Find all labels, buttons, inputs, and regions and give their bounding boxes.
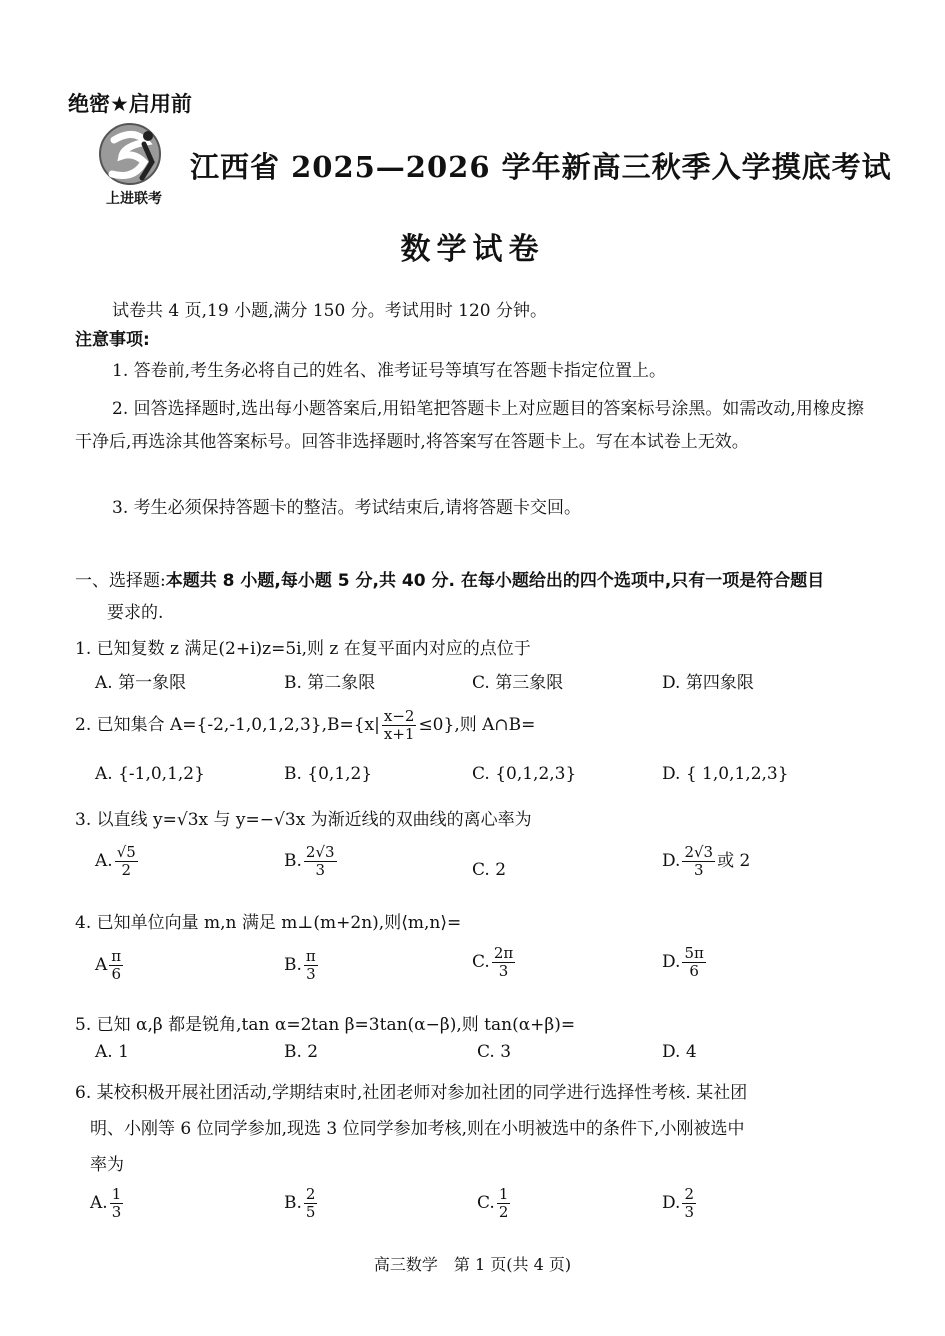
question-3-stem: 3. 以直线 y=√3x 与 y=−√3x 为渐近线的双曲线的离心率为	[75, 810, 532, 830]
question-6-option-b	[284, 1186, 319, 1221]
option-label: D.	[662, 851, 681, 871]
option-label: A	[95, 955, 108, 975]
fraction-num: 2π	[493, 944, 514, 962]
fraction-num: 1	[498, 1185, 509, 1203]
fraction-num: √5	[116, 843, 136, 861]
question-3-option-c: C. 2	[472, 860, 507, 880]
exam-intro: 试卷共 4 页,19 小题,满分 150 分。考试用时 120 分钟。	[112, 301, 547, 321]
option-fraction	[115, 844, 138, 879]
fraction-num: 2√3	[684, 843, 714, 861]
fraction-num: 5π	[684, 944, 704, 962]
notice-title: 注意事项:	[75, 330, 150, 350]
question-2-stem	[75, 708, 535, 743]
option-fraction	[492, 945, 515, 980]
question-2-fraction-num: x−2	[383, 707, 415, 725]
question-2-stem-start: 2. 已知集合 A={-2,-1,0,1,2,3},B={x|	[75, 715, 380, 735]
option-fraction	[304, 844, 337, 879]
option-tail: 或 2	[717, 851, 751, 871]
question-5-option-a: A. 1	[95, 1042, 129, 1062]
fraction-den: 3	[111, 1203, 122, 1221]
question-5-option-c: C. 3	[477, 1042, 512, 1062]
notice-item-3: 3. 考生必须保持答题卡的整洁。考试结束后,请将答题卡交回。	[112, 498, 582, 518]
option-label: B.	[284, 1193, 302, 1213]
question-2-option-c: C. {0,1,2,3}	[472, 764, 577, 784]
fraction-den: 3	[693, 861, 704, 879]
logo-text: 上进联考	[106, 191, 162, 207]
notice-item-1: 1. 答卷前,考生务必将自己的姓名、准考证号等填写在答题卡指定位置上。	[112, 361, 667, 381]
question-2-option-d: D. { 1,0,1,2,3}	[662, 764, 789, 784]
question-1-option-a: A. 第一象限	[95, 673, 187, 693]
fraction-den: 5	[305, 1203, 316, 1221]
confidential-label: 绝密★启用前	[68, 92, 192, 116]
fraction-num: 2√3	[305, 843, 335, 861]
question-6-option-d	[662, 1186, 698, 1221]
question-3-option-a	[95, 844, 140, 879]
option-fraction	[497, 1186, 511, 1221]
section-text-continued: 要求的.	[107, 603, 164, 623]
fraction-num: 1	[111, 1185, 122, 1203]
option-fraction	[304, 948, 318, 983]
option-fraction	[304, 1186, 318, 1221]
question-4-option-d	[662, 945, 708, 980]
question-6-line-2: 明、小刚等 6 位同学参加,现选 3 位同学参加考核,则在小明被选中的条件下,小刚被选中	[90, 1119, 745, 1139]
question-1-option-c: C. 第三象限	[472, 673, 564, 693]
fraction-den: 6	[111, 965, 121, 983]
logo-icon	[94, 122, 174, 192]
question-6-option-c	[477, 1186, 512, 1221]
page-footer: 高三数学 第 1 页(共 4 页)	[373, 1255, 572, 1274]
option-label: C.	[472, 952, 490, 972]
section-label: 一、选择题:	[75, 571, 166, 591]
fraction-num: 2	[684, 1185, 694, 1203]
option-label: C.	[477, 1193, 495, 1213]
exam-logo	[94, 122, 174, 212]
question-3-option-b	[284, 844, 339, 879]
fraction-den: 2	[121, 861, 132, 879]
option-label: D.	[662, 952, 681, 972]
question-1-option-d: D. 第四象限	[662, 673, 754, 693]
option-label: B.	[284, 955, 302, 975]
fraction-den: 3	[684, 1203, 694, 1221]
fraction-num: π	[111, 947, 122, 965]
question-4-stem: 4. 已知单位向量 m,n 满足 m⊥(m+2n),则⟨m,n⟩=	[75, 913, 462, 933]
question-5-option-d: D. 4	[662, 1042, 697, 1062]
option-fraction	[110, 1186, 124, 1221]
subject-title: 数学试卷	[400, 232, 545, 267]
fraction-den: 3	[498, 962, 509, 980]
option-fraction	[682, 1186, 696, 1221]
question-6-option-a	[90, 1186, 125, 1221]
option-label: A.	[95, 851, 113, 871]
question-5-stem: 5. 已知 α,β 都是锐角,tan α=2tan β=3tan(α−β),则 tan(α+β)=	[75, 1015, 576, 1035]
option-fraction	[109, 948, 123, 983]
exam-title: 江西省 2025—2026 学年新高三秋季入学摸底考试	[190, 150, 892, 184]
question-4-option-a	[95, 948, 125, 983]
question-5-option-b: B. 2	[284, 1042, 319, 1062]
fraction-den: 2	[498, 1203, 509, 1221]
question-6-line-1: 6. 某校积极开展社团活动,学期结束时,社团老师对参加社团的同学进行选择性考核. 某社团	[75, 1083, 748, 1103]
fraction-den: 3	[306, 965, 316, 983]
notice-item-2: 2. 回答选择题时,选出每小题答案后,用铅笔把答题卡上对应题目的答案标号涂黑。如需改动,用橡皮擦干净后,再选涂其他答案标号。回答非选择题时,将答案写在答题卡上。写在本试卷上无效。	[75, 399, 864, 452]
option-label: D.	[662, 1193, 681, 1213]
option-label: A.	[90, 1193, 108, 1213]
fraction-num: π	[305, 947, 316, 965]
question-6-line-3: 率为	[90, 1155, 124, 1175]
option-label: B.	[284, 851, 302, 871]
question-2-fraction	[382, 708, 417, 743]
question-2-stem-end: ≤0},则 A∩B=	[418, 715, 536, 735]
question-4-option-c	[472, 945, 517, 980]
question-2-option-b: B. {0,1,2}	[284, 764, 373, 784]
question-2-option-a: A. {-1,0,1,2}	[95, 764, 205, 784]
question-1-option-b: B. 第二象限	[284, 673, 376, 693]
question-1-stem: 1. 已知复数 z 满足(2+i)z=5i,则 z 在复平面内对应的点位于	[75, 639, 531, 659]
section-heading	[75, 566, 824, 591]
question-2-fraction-den: x+1	[383, 725, 415, 743]
fraction-num: 2	[305, 1185, 316, 1203]
question-4-option-b	[284, 948, 320, 983]
fraction-den: 3	[315, 861, 325, 879]
option-fraction	[682, 844, 715, 879]
question-3-option-d	[662, 844, 750, 879]
fraction-den: 6	[689, 962, 699, 980]
section-text: 本题共 8 小题,每小题 5 分,共 40 分. 在每小题给出的四个选项中,只有一项是符合题目	[165, 571, 825, 591]
option-fraction	[682, 945, 705, 980]
